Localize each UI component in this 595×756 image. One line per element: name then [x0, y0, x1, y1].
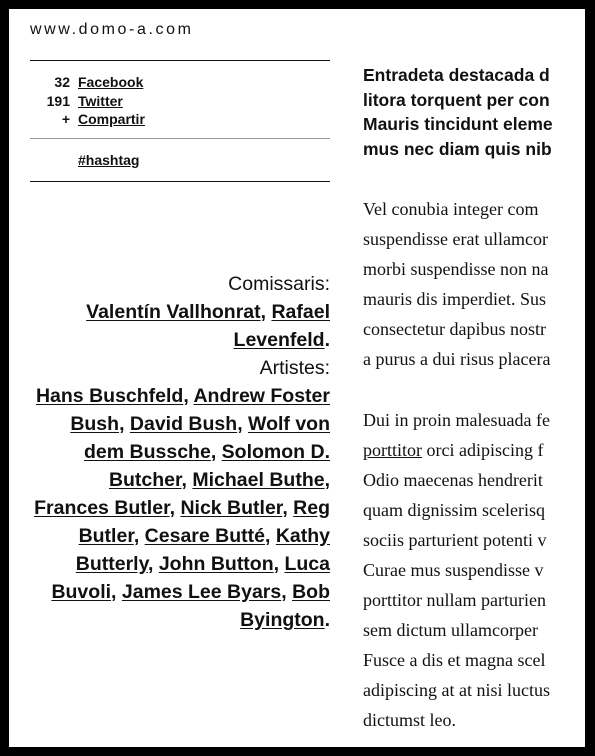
paragraph-line: Vel conubia integer com	[363, 199, 539, 219]
artists-list: Hans Buschfeld, Andrew Foster Bush, David Bush, Wolf von dem Bussche, Solomon D. Butcher, Michael Buthe, Frances Butler, Nick Butler, Reg Butler, Cesare Butté, Kathy Butterly, John Button, Luca Buvoli, James Lee Byars, Bob Byington.	[34, 385, 330, 631]
artist-link[interactable]: John Button	[158, 553, 274, 575]
artist-link[interactable]: James Lee Byars	[121, 581, 282, 603]
article-paragraph-1	[363, 194, 585, 374]
artist-link[interactable]: Andrew Foster Bush	[70, 385, 330, 435]
paragraph-lines	[363, 465, 585, 735]
page	[9, 9, 585, 747]
artist-link[interactable]: Kathy Butterly	[75, 525, 330, 575]
facebook-count: 32	[54, 74, 70, 90]
lead-line: litora torquent per con	[363, 89, 550, 110]
artist-link[interactable]: Hans Buschfeld	[35, 385, 184, 407]
curators-list: Valentín Vallhonrat, Rafael Levenfeld.	[86, 301, 330, 351]
lead-line: Entradeta destacada d	[363, 65, 550, 85]
artist-link[interactable]: Nick Butler	[180, 497, 283, 519]
artist-link[interactable]: Frances Butler	[34, 497, 170, 519]
share-box	[30, 60, 330, 182]
credits	[30, 270, 330, 634]
paragraph-line: Curae mus suspendisse v	[363, 560, 544, 580]
paragraph-line: Dui in proin malesuada fe	[363, 410, 550, 430]
curator-link[interactable]: Valentín Vallhonrat	[86, 301, 261, 323]
paragraph-line-rest: orci adipiscing f	[422, 440, 544, 460]
hashtag-row	[30, 139, 330, 181]
porttitor-link[interactable]: porttitor	[363, 440, 422, 460]
artist-link[interactable]: Cesare Butté	[144, 525, 265, 547]
artist-link[interactable]: Bob Byington	[240, 581, 330, 631]
paragraph-line: suspendisse erat ullamcor	[363, 229, 548, 249]
share-twitter[interactable]	[30, 92, 330, 111]
paragraph-line: sociis parturient potenti v	[363, 530, 547, 550]
twitter-link[interactable]: Twitter	[78, 92, 123, 109]
lead-line: Mauris tincidunt eleme	[363, 114, 553, 134]
hashtag-link[interactable]: #hashtag	[78, 151, 140, 168]
artist-link[interactable]: Wolf von dem Bussche	[84, 413, 330, 463]
article-lead	[363, 63, 585, 161]
artist-link[interactable]: Reg Butler	[78, 497, 330, 547]
curator-link[interactable]: Rafael Levenfeld	[233, 301, 330, 351]
paragraph-line	[363, 435, 585, 465]
lead-line: mus nec diam quis nib	[363, 138, 552, 159]
artist-link[interactable]: David Bush	[129, 413, 238, 435]
twitter-count: 191	[46, 92, 70, 109]
artists-label: Artistes:	[259, 357, 330, 379]
paragraph-line: mauris dis imperdiet. Sus	[363, 289, 546, 309]
paragraph-line: adipiscing at at nisi luctus	[363, 680, 550, 700]
paragraph-line: Odio maecenas hendrerit	[363, 470, 543, 490]
paragraph-line: dictumst leo.	[363, 710, 456, 730]
paragraph-line: sem dictum ullamcorper	[363, 620, 538, 640]
artist-link[interactable]: Luca Buvoli	[51, 553, 330, 603]
share-facebook[interactable]	[30, 73, 330, 92]
artist-link[interactable]: Solomon D. Butcher	[108, 441, 330, 491]
share-compartir[interactable]	[30, 110, 330, 129]
paragraph-line: morbi suspendisse non na	[363, 259, 549, 279]
article-paragraph-2	[363, 405, 585, 735]
paragraph-line: quam dignissim scelerisq	[363, 500, 545, 520]
paragraph-line: Fusce a dis et magna scel	[363, 650, 546, 670]
paragraph-line: a purus a dui risus placera	[363, 349, 551, 369]
artist-link[interactable]: Michael Buthe	[192, 469, 325, 491]
paragraph-line: porttitor nullam parturien	[363, 590, 546, 610]
site-url[interactable]: www.domo-a.com	[30, 21, 194, 38]
plus-icon: +	[61, 111, 70, 127]
curators-label: Comissaris:	[228, 273, 330, 295]
paragraph-line: consectetur dapibus nostr	[363, 319, 546, 339]
compartir-link[interactable]: Compartir	[78, 111, 145, 127]
facebook-link[interactable]: Facebook	[78, 74, 144, 90]
